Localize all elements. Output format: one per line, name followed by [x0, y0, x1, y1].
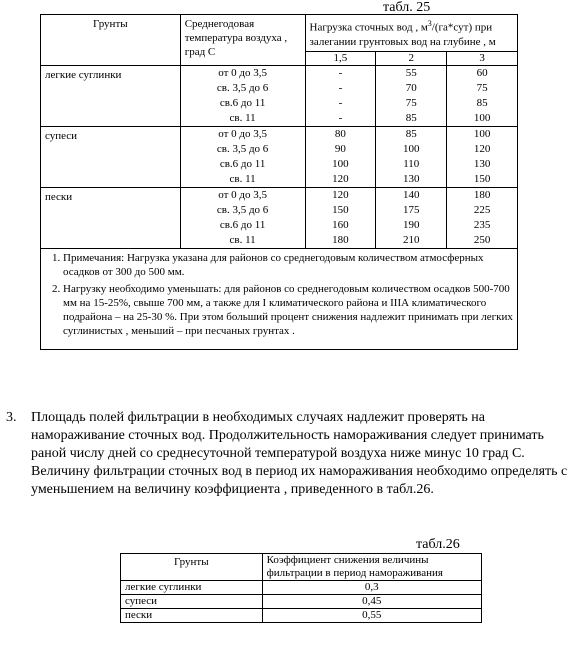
- load-value: 190: [402, 218, 420, 231]
- load-value: 140: [402, 188, 420, 201]
- header-temperature: Среднегодовая температура воздуха , град С: [180, 15, 305, 66]
- load-value: 90: [334, 142, 346, 155]
- temperature-range-cell: [180, 187, 305, 248]
- load-value: 60: [476, 66, 488, 79]
- load-value: 55: [405, 66, 417, 79]
- coefficient-value: 0,45: [262, 595, 481, 609]
- paragraph-text: Величину фильтрации сточных вод в период их намораживания необходимо определять с уменьшением на величину коэффициента , приведенного в табл.26.: [31, 464, 568, 497]
- load-value: -: [338, 96, 343, 109]
- load-value: 85: [405, 127, 417, 140]
- soil-name: легкие суглинки: [41, 65, 181, 126]
- temperature-range: от 0 до 3,5: [218, 127, 267, 140]
- header-load: [305, 15, 517, 52]
- load-value: 180: [332, 233, 349, 246]
- table-25-caption: табл. 25: [383, 0, 431, 15]
- load-values-cell: [447, 126, 518, 187]
- coefficient-value: 0,3: [262, 581, 481, 595]
- soil-name: пески: [41, 187, 181, 248]
- load-value: 100: [473, 127, 491, 140]
- load-value: 70: [405, 81, 417, 94]
- header-depth: 1,5: [305, 51, 376, 65]
- load-values-cell: [376, 126, 447, 187]
- coefficient-value: 0,55: [262, 609, 481, 623]
- load-values-cell: [305, 126, 376, 187]
- temperature-range: св. 11: [229, 172, 256, 185]
- soil-name: супеси: [121, 595, 263, 609]
- table-25: [40, 14, 518, 350]
- load-value: 130: [402, 172, 420, 185]
- header-load-sup: 3: [427, 19, 432, 28]
- load-value: 80: [334, 127, 346, 140]
- table-26: [120, 553, 482, 623]
- header-depth: 3: [447, 51, 518, 65]
- load-value: 110: [403, 157, 420, 170]
- load-value: 225: [473, 203, 491, 216]
- temperature-range: св.6 до 11: [219, 96, 266, 109]
- paragraph-text: Площадь полей фильтрации в необходимых случаях надлежит проверять на намораживание сточных вод. Продолжительность намораживания следует принимать раной числу дней со среднесуточной температурой воздуха ниже минус 10 град С.: [31, 410, 544, 461]
- load-value: 120: [332, 172, 349, 185]
- load-values-cell: [305, 187, 376, 248]
- temperature-range-cell: [180, 126, 305, 187]
- temperature-range: св. 3,5 до 6: [216, 203, 269, 216]
- temperature-range: св. 3,5 до 6: [216, 81, 269, 94]
- header-load-suffix: /(га*сут) при залегании грунтовых вод на глубине , м: [309, 21, 496, 48]
- table-row: [121, 609, 482, 623]
- note-item: 2. Нагрузку необходимо уменьшать: для районов со среднегодовым количеством осадков 500-700 мм на 15-25%, свыше 700 мм, а также для I климатического района и IIIА климатического подрайона – на 25-30 %. При этом больший процент снижения надлежит принимать при легких суглинистых , меньший – при песчаных грунтах .: [63, 282, 513, 338]
- temperature-range: св. 11: [229, 111, 256, 124]
- load-value: 100: [473, 111, 491, 124]
- load-value: 235: [473, 218, 491, 231]
- table-row: [41, 187, 518, 248]
- soil-name: пески: [121, 609, 263, 623]
- paragraph-number: 3.: [6, 410, 17, 425]
- table-25-notes: [41, 248, 518, 349]
- temperature-range: св. 3,5 до 6: [216, 142, 269, 155]
- load-value: 130: [473, 157, 491, 170]
- table-row: [41, 65, 518, 126]
- load-value: 150: [332, 203, 349, 216]
- load-value: 85: [405, 111, 417, 124]
- load-values-cell: [305, 65, 376, 126]
- note-item: 1. Примечания: Нагрузка указана для районов со среднегодовым количеством атмосферных осадков от 300 до 500 мм.: [63, 251, 513, 279]
- load-values-cell: [447, 187, 518, 248]
- temperature-range-cell: [180, 65, 305, 126]
- load-value: 120: [473, 142, 491, 155]
- header-coefficient: Коэффициент снижения величины фильтрации в период намораживания: [262, 554, 481, 581]
- temperature-range: св.6 до 11: [219, 218, 266, 231]
- load-value: 210: [402, 233, 420, 246]
- load-values-cell: [376, 65, 447, 126]
- load-value: 120: [332, 188, 349, 201]
- load-value: 180: [473, 188, 491, 201]
- load-value: -: [338, 66, 343, 79]
- table-row: [121, 581, 482, 595]
- temperature-range: от 0 до 3,5: [218, 66, 267, 79]
- load-value: 250: [473, 233, 491, 246]
- header-load-prefix: Нагрузка сточных вод , м: [309, 21, 428, 34]
- temperature-range: св. 11: [229, 233, 256, 246]
- load-value: -: [338, 81, 343, 94]
- load-value: 75: [476, 81, 488, 94]
- temperature-range: св.6 до 11: [219, 157, 266, 170]
- soil-name: легкие суглинки: [121, 581, 263, 595]
- table-row: [41, 126, 518, 187]
- load-value: -: [338, 111, 343, 124]
- paragraph-3: [6, 409, 576, 499]
- load-values-cell: [447, 65, 518, 126]
- load-value: 100: [332, 157, 349, 170]
- header-depth: 2: [376, 51, 447, 65]
- load-value: 75: [405, 96, 417, 109]
- soil-name: супеси: [41, 126, 181, 187]
- load-value: 150: [473, 172, 491, 185]
- load-value: 100: [402, 142, 420, 155]
- load-value: 160: [332, 218, 349, 231]
- load-value: 175: [402, 203, 420, 216]
- header-soil: Грунты: [121, 554, 263, 581]
- header-soil: Грунты: [41, 15, 181, 66]
- table-26-caption: табл.26: [416, 537, 460, 552]
- load-values-cell: [376, 187, 447, 248]
- temperature-range: от 0 до 3,5: [218, 188, 267, 201]
- load-value: 85: [476, 96, 488, 109]
- table-row: [121, 595, 482, 609]
